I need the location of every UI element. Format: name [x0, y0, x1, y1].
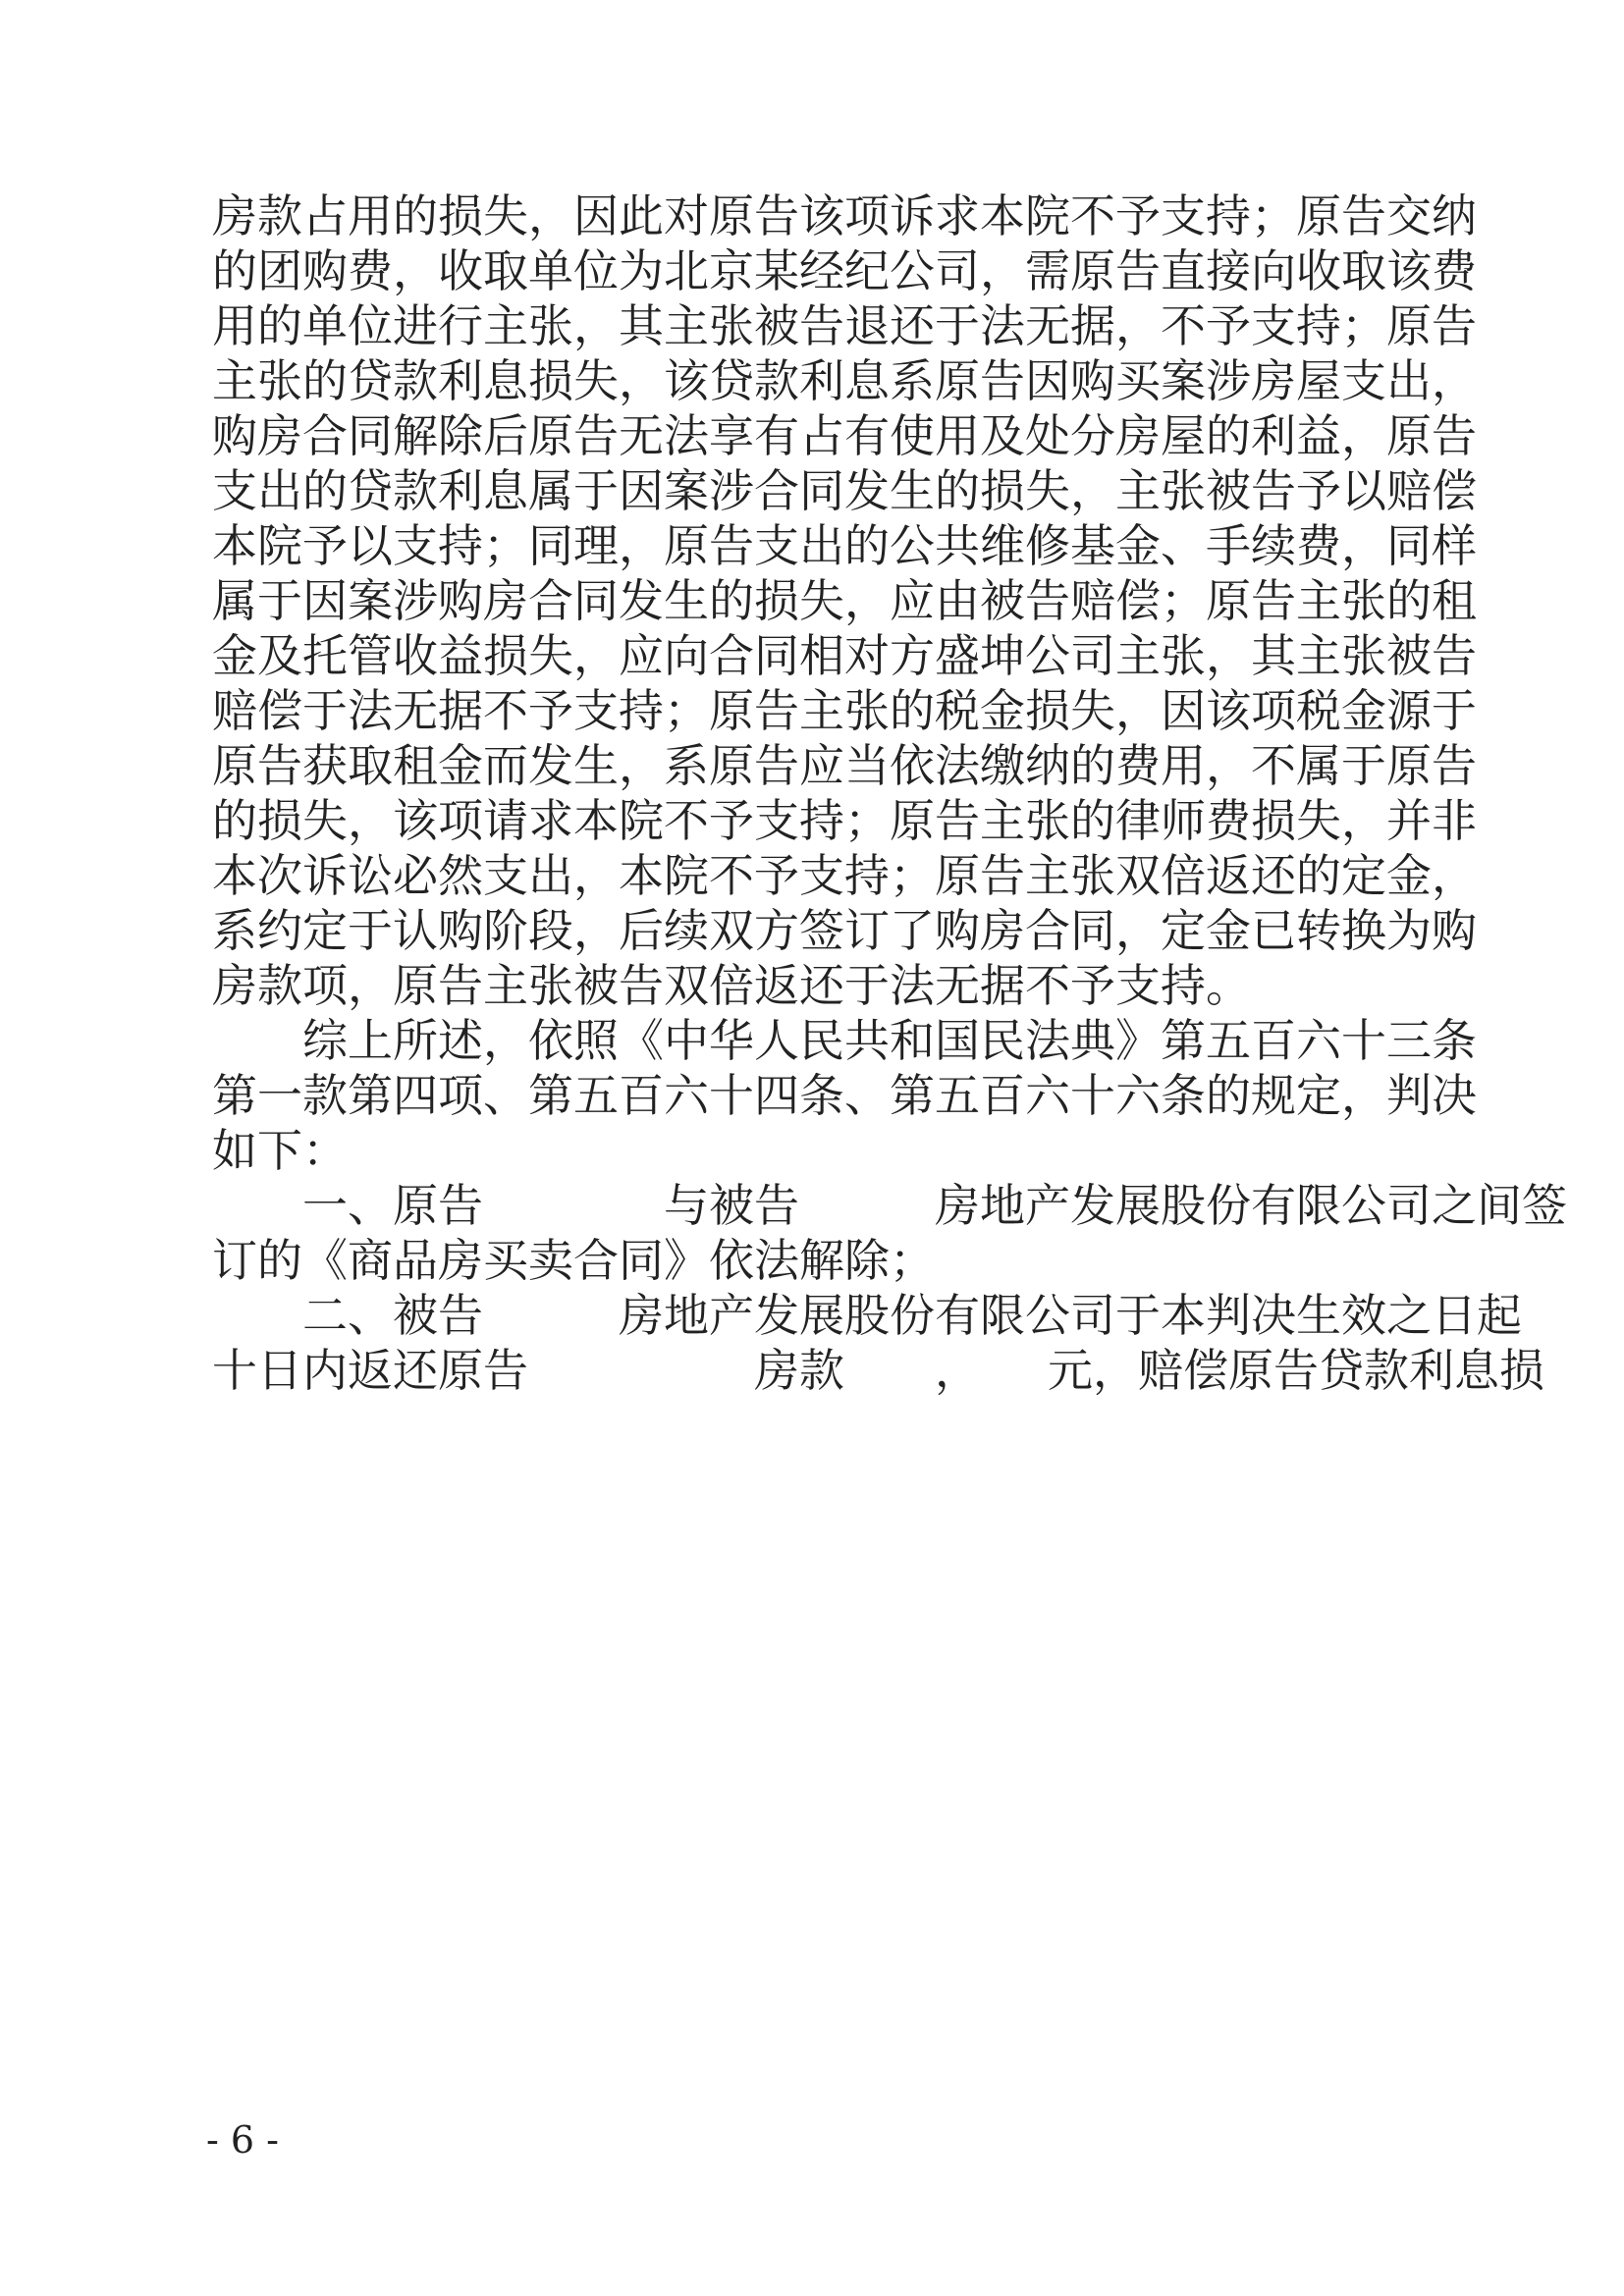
text-line: 十日内返还原告 房款 ， 元，赔偿原告贷款利息损 [212, 1344, 1544, 1397]
text-line: 二、被告 房地产发展股份有限公司于本判决生效之日起 [302, 1289, 1522, 1342]
text-line: 主张的贷款利息损失，该贷款利息系原告因购买案涉房屋支出， [212, 354, 1477, 407]
text-line: 第一款第四项、第五百六十四条、第五百六十六条的规定，判决 [212, 1069, 1477, 1122]
text-line: 订的《商品房买卖合同》依法解除； [212, 1234, 935, 1287]
text-line: 购房合同解除后原告无法享有占有使用及处分房屋的利益，原告 [212, 409, 1477, 462]
text-line: 综上所述，依照《中华人民共和国民法典》第五百六十三条 [302, 1014, 1477, 1067]
text-line: 一、原告 与被告 房地产发展股份有限公司之间签 [302, 1179, 1567, 1232]
text-line: 房款项，原告主张被告双倍返还于法无据不予支持。 [212, 959, 1251, 1012]
text-line: 的损失，该项请求本院不予支持；原告主张的律师费损失，并非 [212, 794, 1477, 847]
text-line: 系约定于认购阶段，后续双方签订了购房合同，定金已转换为购 [212, 904, 1477, 957]
text-line: 原告获取租金而发生，系原告应当依法缴纳的费用，不属于原告 [212, 739, 1477, 792]
text-line: 本院予以支持；同理，原告支出的公共维修基金、手续费，同样 [212, 519, 1477, 572]
text-line: 赔偿于法无据不予支持；原告主张的税金损失，因该项税金源于 [212, 684, 1477, 737]
page-number: - 6 - [206, 2118, 280, 2162]
text-line: 房款占用的损失，因此对原告该项诉求本院不予支持；原告交纳 [212, 189, 1477, 242]
text-line: 如下： [212, 1124, 348, 1177]
text-line: 支出的贷款利息属于因案涉合同发生的损失，主张被告予以赔偿 [212, 464, 1477, 517]
text-line: 用的单位进行主张，其主张被告退还于法无据，不予支持；原告 [212, 299, 1477, 352]
text-line: 的团购费，收取单位为北京某经纪公司，需原告直接向收取该费 [212, 244, 1477, 297]
text-line: 本次诉讼必然支出，本院不予支持；原告主张双倍返还的定金， [212, 849, 1477, 902]
text-line: 属于因案涉购房合同发生的损失，应由被告赔偿；原告主张的租 [212, 574, 1477, 627]
text-line: 金及托管收益损失，应向合同相对方盛坤公司主张，其主张被告 [212, 629, 1477, 682]
